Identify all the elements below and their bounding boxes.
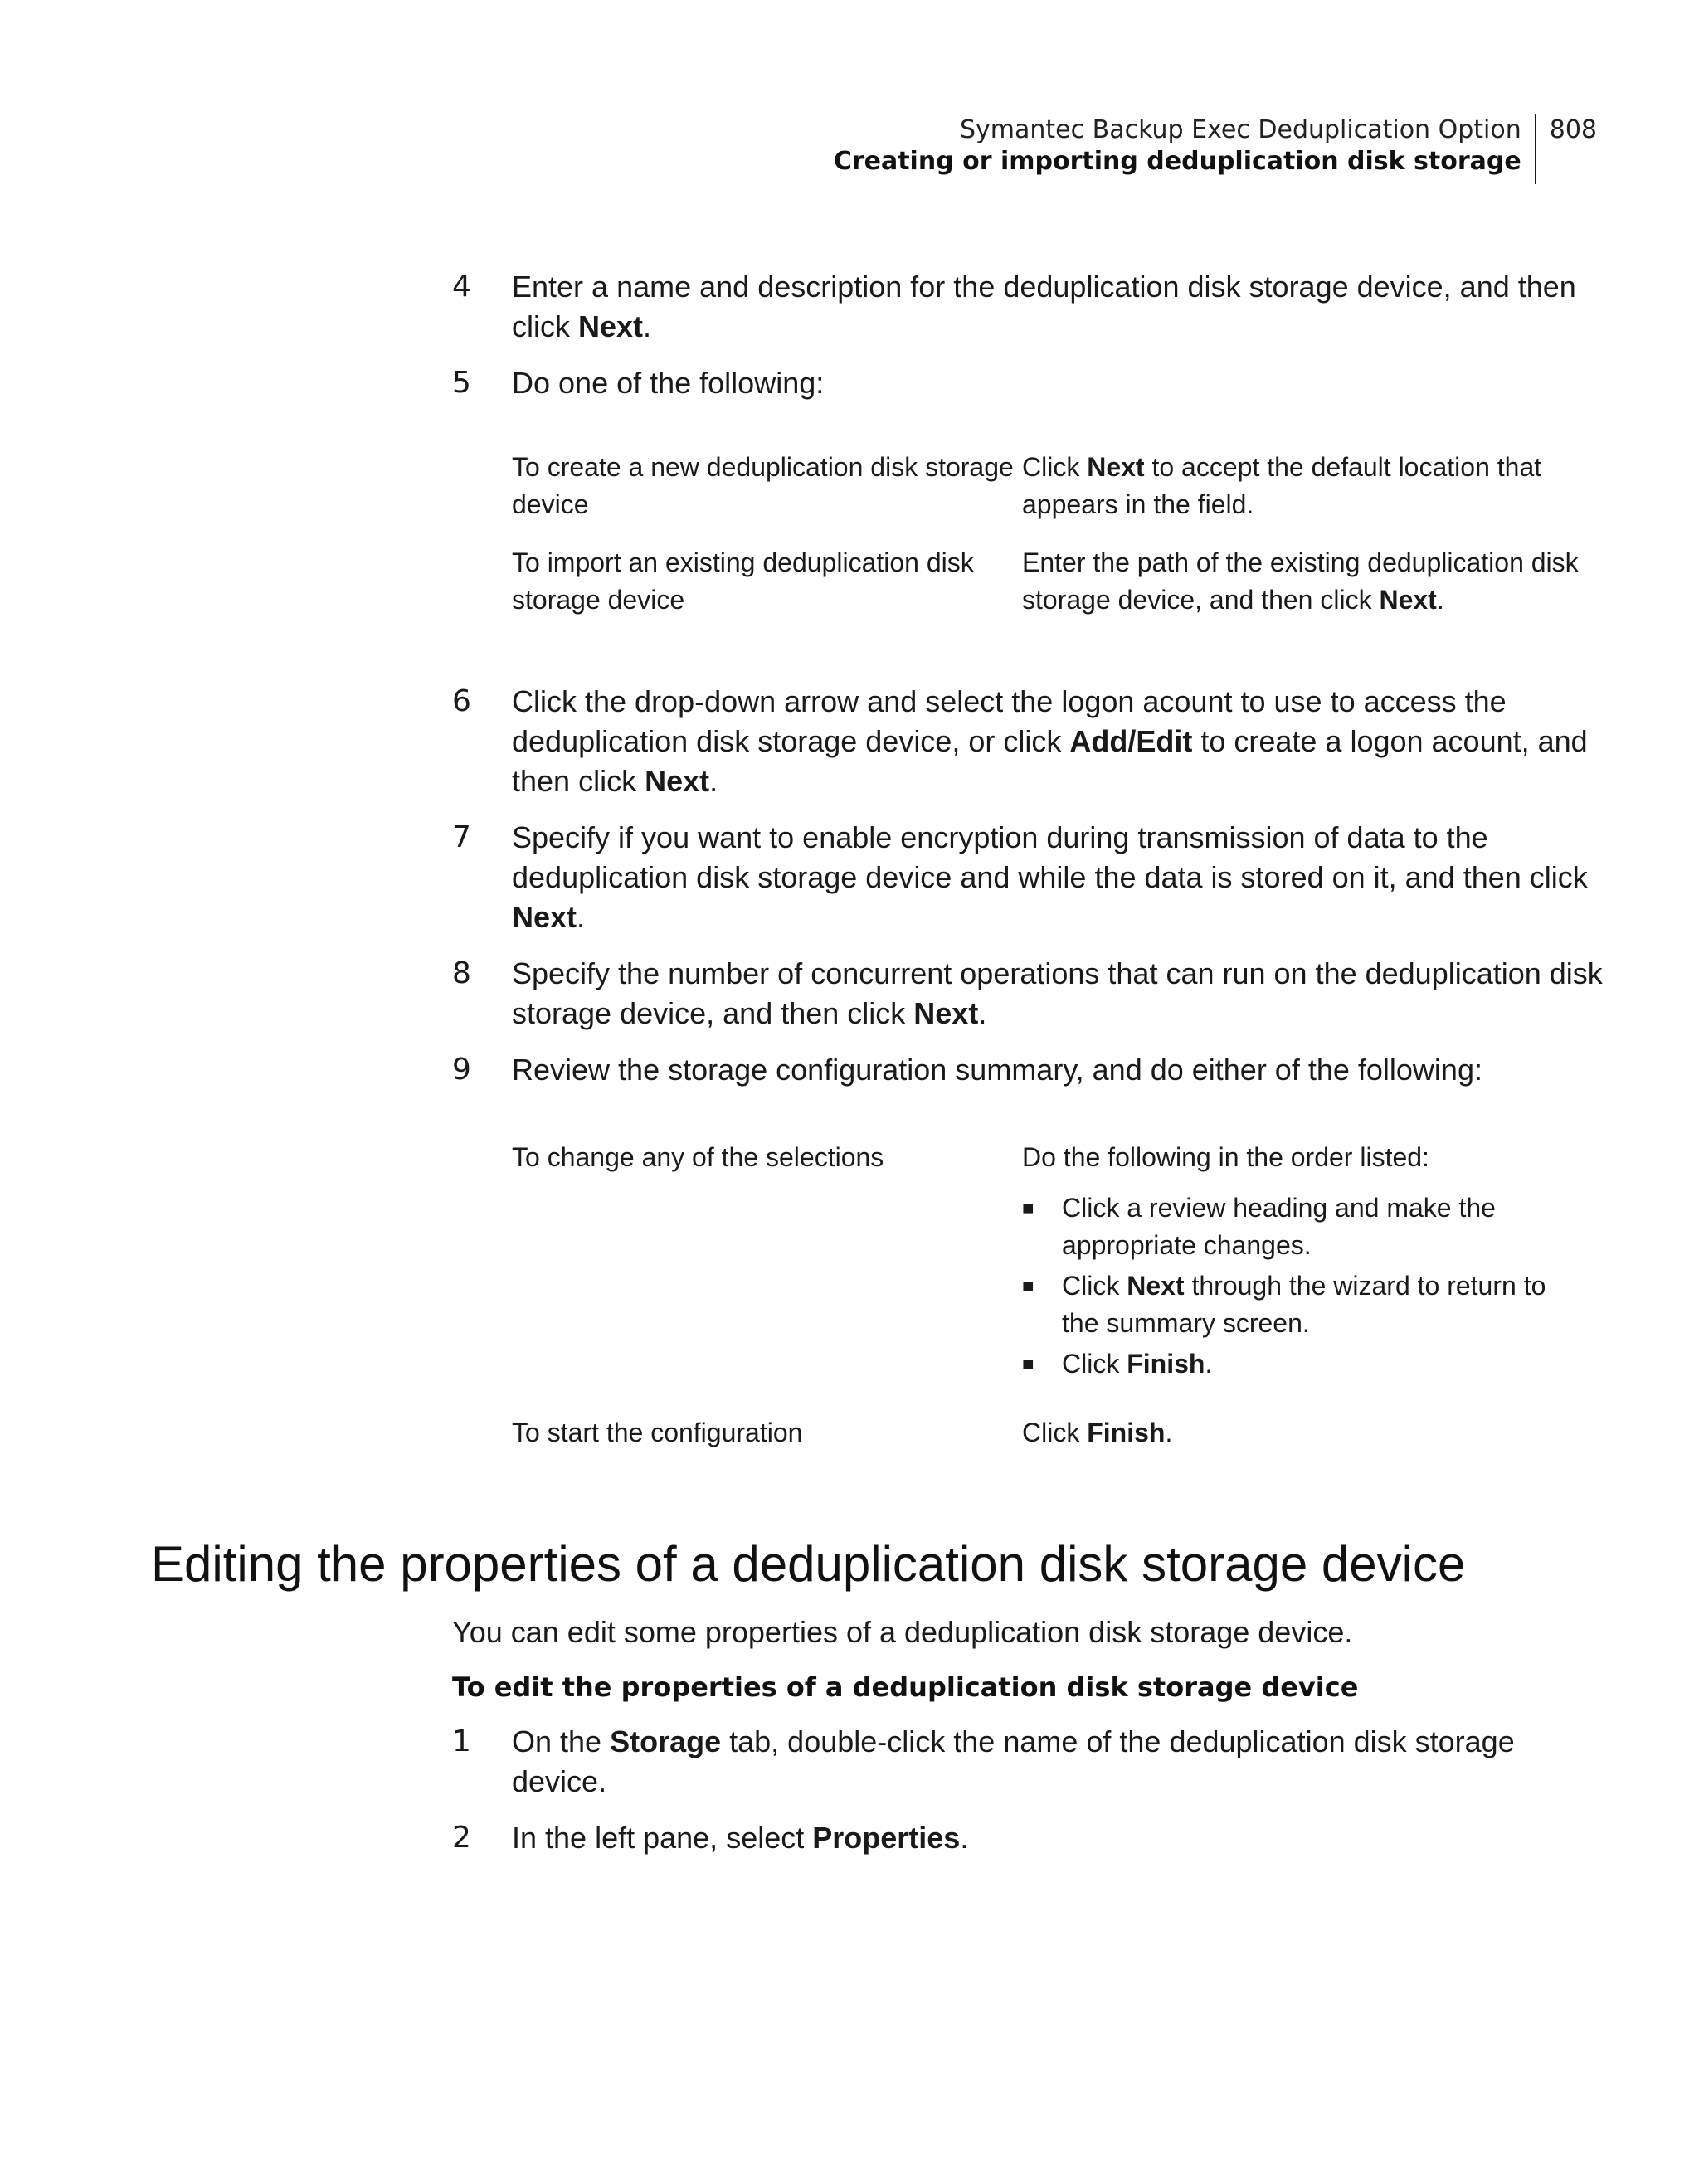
step-text: Do one of the following: bbox=[512, 366, 825, 400]
option-condition: To import an existing deduplication disk storage device bbox=[512, 547, 974, 615]
option-action: Enter the path of the existing deduplication disk storage device, and then click Next. bbox=[1022, 547, 1579, 615]
step-item bbox=[452, 1050, 1605, 1090]
option-condition: To create a new deduplication disk storage device bbox=[512, 452, 1014, 519]
step-item bbox=[452, 267, 1605, 347]
option-condition: To change any of the selections bbox=[512, 1142, 884, 1172]
bullet-text: Click a review heading and make the appropriate changes. bbox=[1062, 1193, 1496, 1260]
option-action bbox=[1022, 1139, 1605, 1399]
step-item bbox=[452, 1818, 1605, 1858]
step-text: Specify the number of concurrent operations that can run on the deduplication disk storage device, and then click Next. bbox=[512, 956, 1603, 1030]
step-item bbox=[452, 682, 1605, 801]
step-text: Enter a name and description for the deduplication disk storage device, and then click Next. bbox=[512, 270, 1576, 343]
option-action: Click Finish. bbox=[1022, 1418, 1173, 1447]
step-text: Click the drop-down arrow and select the logon acount to use to access the deduplication disk storage device, or click Add/Edit to create a logon acount, and then click Next. bbox=[512, 684, 1588, 798]
page-header bbox=[834, 114, 1597, 184]
step-number: 5 bbox=[452, 366, 471, 400]
step-text: In the left pane, select Properties. bbox=[512, 1821, 969, 1855]
action-bullet-list bbox=[1022, 1189, 1589, 1383]
bullet-text: Click Next through the wizard to return to the summary screen. bbox=[1062, 1271, 1546, 1338]
square-bullet-icon: ■ bbox=[1022, 1197, 1034, 1219]
step-number: 2 bbox=[452, 1821, 471, 1855]
step-number: 1 bbox=[452, 1724, 471, 1758]
procedure-heading: To edit the properties of a deduplication disk storage device bbox=[452, 1671, 1359, 1703]
step-number: 7 bbox=[452, 820, 471, 854]
step-number: 6 bbox=[452, 684, 471, 718]
bullet-item bbox=[1022, 1267, 1589, 1342]
book-title: Symantec Backup Exec Deduplication Option bbox=[959, 115, 1521, 144]
step-number: 8 bbox=[452, 956, 471, 990]
section-heading: Editing the properties of a deduplication disk storage device bbox=[151, 1536, 1466, 1592]
section-body bbox=[452, 1612, 1605, 1858]
step-item bbox=[452, 954, 1605, 1034]
options-table-step5 bbox=[452, 449, 1605, 632]
step-text: Specify if you want to enable encryption during transmission of data to the deduplication disk storage device and while the data is stored on it, and then click Next. bbox=[512, 820, 1588, 934]
running-header bbox=[834, 114, 1536, 184]
square-bullet-icon: ■ bbox=[1022, 1353, 1034, 1375]
section-intro: You can edit some properties of a deduplication disk storage device. bbox=[452, 1615, 1353, 1649]
chapter-section-title: Creating or importing deduplication disk storage bbox=[833, 147, 1521, 176]
bullet-text: Click Finish. bbox=[1062, 1349, 1213, 1379]
option-action: Click Next to accept the default location that appears in the field. bbox=[1022, 452, 1542, 519]
option-condition: To start the configuration bbox=[512, 1418, 803, 1447]
step-item bbox=[452, 1722, 1605, 1802]
options-table-step9 bbox=[452, 1139, 1605, 1465]
steps-6-9 bbox=[452, 682, 1605, 1090]
action-intro: Do the following in the order listed: bbox=[1022, 1142, 1429, 1172]
step-text: On the Storage tab, double-click the name of the deduplication disk storage device. bbox=[512, 1724, 1515, 1798]
step-text: Review the storage configuration summary, and do either of the following: bbox=[512, 1053, 1482, 1087]
step-item bbox=[452, 363, 1605, 403]
step-item bbox=[452, 818, 1605, 937]
steps-4-5 bbox=[452, 267, 1605, 403]
square-bullet-icon: ■ bbox=[1022, 1275, 1034, 1297]
bullet-item bbox=[1022, 1345, 1589, 1383]
page-number: 808 bbox=[1549, 115, 1597, 144]
step-number: 9 bbox=[452, 1053, 471, 1087]
bullet-item bbox=[1022, 1189, 1589, 1264]
step-number: 4 bbox=[452, 270, 471, 304]
